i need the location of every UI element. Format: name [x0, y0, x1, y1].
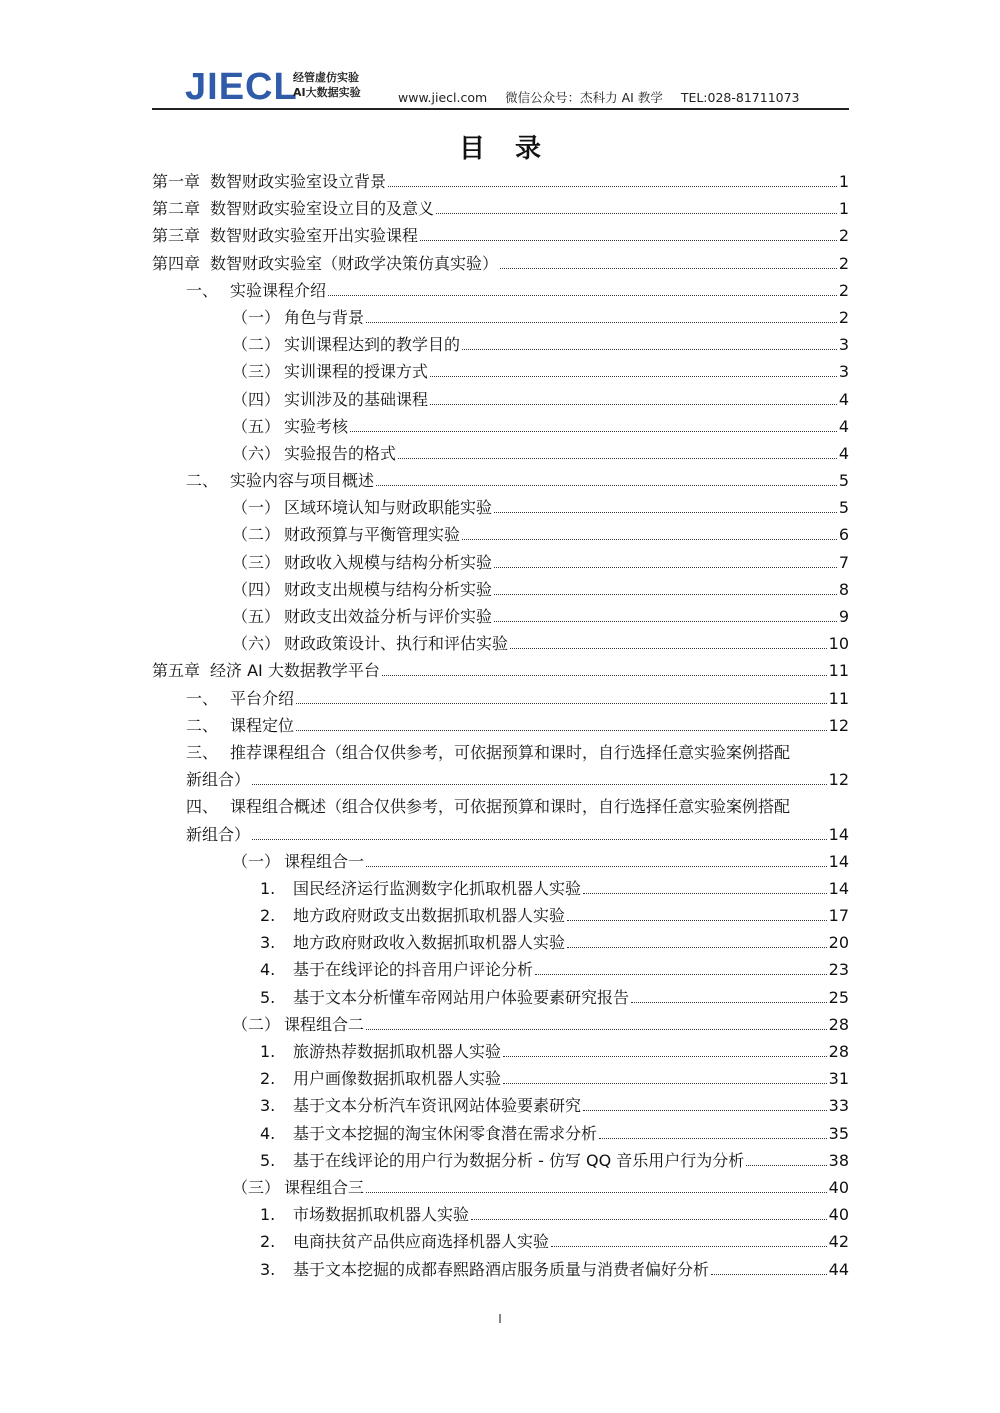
toc-entry-label: 国民经济运行监测数字化抓取机器人实验: [293, 878, 582, 898]
toc-page-number: 12: [828, 715, 849, 735]
toc-entry-label: 实验内容与项目概述: [230, 471, 375, 491]
toc-entry[interactable]: [152, 467, 849, 494]
toc-entry[interactable]: [152, 1065, 849, 1092]
logo-subtitle-line1: 经管虚仿实验: [293, 71, 359, 84]
toc-entry-number: （五）: [232, 416, 281, 436]
toc-leader-dots: [494, 511, 837, 513]
toc-page-number: 9: [838, 607, 849, 626]
toc-entry-label: 推荐课程组合（组合仅供参考，可依据预算和课时，自行选择任意实验案例搭配: [230, 742, 791, 762]
toc-entry[interactable]: [152, 902, 849, 929]
logo-subtitle-line2: AI大数据实验: [293, 86, 361, 99]
toc-entry[interactable]: [152, 576, 849, 603]
toc-page-number: 3: [838, 335, 849, 355]
toc-entry-number: 三、: [186, 742, 219, 762]
toc-entry-label: 课程组合二: [284, 1014, 365, 1034]
wechat-text: 微信公众号：杰科力 AI 教学: [505, 90, 663, 105]
toc-entry-label: 课程组合概述（组合仅供参考，可依据预算和课时，自行选择任意实验案例搭配: [230, 797, 791, 817]
toc-leader-dots: [436, 212, 837, 214]
toc-leader-dots: [503, 1055, 827, 1057]
toc-entry[interactable]: [152, 1201, 849, 1228]
toc-leader-dots: [503, 1082, 827, 1084]
toc-entry[interactable]: [152, 195, 849, 222]
toc-leader-dots: [462, 538, 837, 540]
toc-entry-number: 5.: [260, 1150, 276, 1170]
toc-leader-dots: [366, 321, 837, 323]
toc-leader-dots: [535, 973, 827, 975]
toc-page-number: 2: [838, 253, 849, 273]
toc-entry-label: 财政政策设计、执行和评估实验: [284, 634, 509, 654]
toc-leader-dots: [376, 484, 837, 486]
toc-entry[interactable]: [152, 521, 849, 548]
toc-entry-label: 数智财政实验室（财政学决策仿真实验）: [210, 253, 499, 273]
toc-leader-dots: [366, 865, 827, 867]
toc-entry-number: 二、: [186, 471, 219, 491]
toc-entry-number: 1.: [260, 1042, 276, 1061]
toc-leader-dots: [494, 566, 837, 568]
toc-page-number: 35: [828, 1123, 849, 1143]
toc-leader-dots: [430, 375, 837, 377]
toc-page-number: 25: [828, 987, 849, 1007]
toc-entry-label: 地方政府财政收入数据抓取机器人实验: [293, 933, 566, 953]
toc-entry-number: （一）: [232, 498, 281, 518]
toc-page-number: 31: [828, 1069, 849, 1089]
toc-entry[interactable]: [152, 685, 849, 712]
toc-page-number: 6: [838, 525, 849, 545]
toc-page-number: 28: [828, 1014, 849, 1034]
toc-entry-label: 实训涉及的基础课程: [284, 389, 429, 409]
toc-entry-label: 新组合）: [186, 770, 251, 790]
toc-page-number: 11: [828, 688, 849, 708]
toc-entry-number: 第四章: [152, 253, 201, 273]
toc-entry-number: 第五章: [152, 661, 201, 681]
toc-entry-label: 旅游热荐数据抓取机器人实验: [293, 1042, 502, 1061]
toc-page-number: 5: [838, 471, 849, 491]
toc-leader-dots: [350, 430, 837, 432]
toc-entry-label: 财政支出规模与结构分析实验: [284, 579, 493, 599]
toc-entry[interactable]: [152, 250, 849, 277]
toc-entry-number: （二）: [232, 335, 281, 355]
toc-entry[interactable]: [152, 1147, 849, 1174]
toc-entry-label: 新组合）: [186, 824, 251, 844]
toc-entry-number: 2.: [260, 1069, 276, 1089]
toc-entry[interactable]: [152, 956, 849, 983]
toc-entry[interactable]: [152, 657, 849, 684]
toc-entry[interactable]: [152, 739, 849, 766]
toc-entry[interactable]: [152, 712, 849, 739]
toc-entry[interactable]: [152, 222, 849, 249]
toc-page-number: 23: [828, 960, 849, 980]
toc-entry-number: （一）: [232, 307, 281, 327]
toc-entry-label: 财政支出效益分析与评价实验: [284, 607, 493, 626]
toc-entry[interactable]: [152, 1120, 849, 1147]
toc-leader-dots: [420, 239, 837, 241]
toc-entry-label: 数智财政实验室设立背景: [210, 172, 387, 191]
toc-entry-number: （一）: [232, 851, 281, 871]
toc-leader-dots: [366, 1028, 827, 1030]
toc-entry-number: 5.: [260, 987, 276, 1007]
toc-entry-label: 基于文本分析懂车帝网站用户体验要素研究报告: [293, 987, 630, 1007]
toc-page-number: 40: [828, 1205, 849, 1225]
toc-entry-label: 基于在线评论的抖音用户评论分析: [293, 960, 534, 980]
toc-entry[interactable]: [152, 413, 849, 440]
toc-leader-dots: [366, 1191, 827, 1193]
toc-entry[interactable]: [152, 984, 849, 1011]
toc-entry[interactable]: [152, 1228, 849, 1255]
toc-entry-label: 基于文本分析汽车资讯网站体验要素研究: [293, 1096, 582, 1116]
toc-page-number: 33: [828, 1096, 849, 1116]
toc-page-number: 38: [828, 1150, 849, 1170]
toc-entry-number: 2.: [260, 1232, 276, 1252]
toc-page-number: 28: [828, 1042, 849, 1061]
toc-entry-label: 课程定位: [230, 715, 295, 735]
toc-leader-dots: [510, 647, 827, 649]
toc-entry-number: 2.: [260, 906, 276, 926]
toc-entry[interactable]: [152, 277, 849, 304]
contact-info: [398, 88, 800, 106]
page-header: [152, 64, 849, 110]
toc-entry-number: 4.: [260, 1123, 276, 1143]
toc-entry-label: 数智财政实验室开出实验课程: [210, 226, 419, 246]
toc-entry[interactable]: [152, 1038, 849, 1065]
toc-entry-number: （三）: [232, 1177, 281, 1197]
toc-leader-dots: [567, 946, 827, 948]
toc-page-number: 1: [838, 199, 849, 219]
toc-page-number: 4: [838, 443, 849, 463]
toc-page-number: 20: [828, 933, 849, 953]
toc-entry-number: （二）: [232, 1014, 281, 1034]
toc-leader-dots: [500, 267, 837, 269]
toc-entry-label: 基于文本挖掘的淘宝休闲零食潜在需求分析: [293, 1123, 598, 1143]
toc-entry[interactable]: [152, 929, 849, 956]
toc-entry-number: 1.: [260, 1205, 276, 1225]
page-number: I: [498, 1312, 502, 1326]
toc-entry[interactable]: [152, 386, 849, 413]
toc-entry-label: 经济 AI 大数据教学平台: [210, 661, 380, 681]
toc-entry-number: 一、: [186, 280, 219, 300]
toc-entry-number: 第三章: [152, 226, 201, 246]
toc-page-number: 3: [838, 362, 849, 382]
toc-entry-number: （二）: [232, 525, 281, 545]
toc-entry-label: 市场数据抓取机器人实验: [293, 1205, 470, 1225]
toc-leader-dots: [583, 1109, 827, 1111]
toc-entry-number: 第一章: [152, 172, 201, 191]
toc-leader-dots: [388, 185, 837, 187]
toc-page-number: 11: [828, 661, 849, 681]
toc-leader-dots: [398, 457, 837, 459]
toc-page-number: 8: [838, 579, 849, 599]
toc-entry-label: 财政收入规模与结构分析实验: [284, 552, 493, 572]
toc-entry-number: （四）: [232, 579, 281, 599]
toc-entry[interactable]: [152, 875, 849, 902]
toc-entry-number: （四）: [232, 389, 281, 409]
toc-entry[interactable]: [152, 549, 849, 576]
toc-entry-label: 财政预算与平衡管理实验: [284, 525, 461, 545]
toc-page-number: 4: [838, 416, 849, 436]
toc-leader-dots: [567, 919, 827, 921]
toc-leader-dots: [328, 294, 837, 296]
toc-leader-dots: [252, 783, 827, 785]
table-of-contents: [152, 168, 849, 1283]
toc-leader-dots: [430, 403, 837, 405]
toc-entry-label: 实训课程达到的教学目的: [284, 335, 461, 355]
toc-leader-dots: [551, 1245, 827, 1247]
toc-page-number: 7: [838, 552, 849, 572]
toc-page-number: 12: [828, 770, 849, 790]
toc-entry-number: 3.: [260, 1096, 276, 1116]
toc-entry-label: 电商扶贫产品供应商选择机器人实验: [293, 1232, 550, 1252]
toc-entry[interactable]: [152, 793, 849, 820]
toc-entry[interactable]: [152, 331, 849, 358]
toc-entry-label: 基于在线评论的用户行为数据分析 - 仿写 QQ 音乐用户行为分析: [293, 1150, 745, 1170]
toc-entry-label: 数智财政实验室设立目的及意义: [210, 199, 435, 219]
toc-entry-label: 基于文本挖掘的成都春熙路酒店服务质量与消费者偏好分析: [293, 1259, 710, 1279]
toc-entry-number: 一、: [186, 688, 219, 708]
toc-entry-number: （六）: [232, 443, 281, 463]
toc-page-number: 2: [838, 280, 849, 300]
toc-entry[interactable]: [152, 1174, 849, 1201]
toc-entry-number: 4.: [260, 960, 276, 980]
page-title: 目录: [458, 134, 571, 164]
toc-leader-dots: [711, 1273, 827, 1275]
toc-entry[interactable]: [152, 630, 849, 657]
toc-entry[interactable]: [152, 603, 849, 630]
toc-entry-label: 实验考核: [284, 416, 349, 436]
toc-page-number: 5: [838, 498, 849, 518]
toc-entry-continuation[interactable]: [152, 766, 849, 793]
toc-entry-number: （五）: [232, 607, 281, 626]
toc-leader-dots: [382, 674, 827, 676]
toc-entry-number: 3.: [260, 933, 276, 953]
toc-page-number: 44: [828, 1259, 849, 1279]
toc-entry-label: 课程组合三: [284, 1177, 365, 1197]
toc-page-number: 17: [828, 906, 849, 926]
toc-leader-dots: [599, 1137, 827, 1139]
toc-leader-dots: [471, 1218, 827, 1220]
toc-page-number: 40: [828, 1177, 849, 1197]
toc-entry-number: 1.: [260, 878, 276, 898]
toc-leader-dots: [746, 1164, 826, 1166]
toc-entry-number: （三）: [232, 552, 281, 572]
toc-entry[interactable]: [152, 440, 849, 467]
toc-entry-number: 四、: [186, 797, 219, 817]
toc-entry-number: 二、: [186, 715, 219, 735]
toc-leader-dots: [583, 892, 827, 894]
website-text: www.jiecl.com: [398, 90, 488, 105]
toc-entry-label: 区域环境认知与财政职能实验: [284, 498, 493, 518]
toc-entry-label: 用户画像数据抓取机器人实验: [293, 1069, 502, 1089]
toc-entry-number: （三）: [232, 362, 281, 382]
toc-page-number: 2: [838, 226, 849, 246]
toc-entry-number: 3.: [260, 1259, 276, 1279]
toc-entry[interactable]: [152, 1011, 849, 1038]
toc-page-number: 14: [828, 824, 849, 844]
toc-page-number: 14: [828, 878, 849, 898]
toc-entry-label: 地方政府财政支出数据抓取机器人实验: [293, 906, 566, 926]
toc-entry[interactable]: [152, 168, 849, 195]
toc-entry-label: 实验课程介绍: [230, 280, 327, 300]
toc-leader-dots: [252, 838, 827, 840]
toc-entry[interactable]: [152, 1092, 849, 1119]
toc-page-number: 10: [828, 634, 849, 654]
toc-page-number: 42: [828, 1232, 849, 1252]
toc-entry[interactable]: [152, 494, 849, 521]
toc-leader-dots: [494, 593, 837, 595]
toc-leader-dots: [462, 348, 837, 350]
toc-entry-label: 实训课程的授课方式: [284, 362, 429, 382]
toc-entry-continuation[interactable]: [152, 821, 849, 848]
toc-leader-dots: [296, 729, 827, 731]
toc-leader-dots: [494, 620, 837, 622]
toc-leader-dots: [296, 702, 827, 704]
toc-entry[interactable]: [152, 848, 849, 875]
toc-entry-number: （六）: [232, 634, 281, 654]
toc-entry-number: 第二章: [152, 199, 201, 219]
toc-page-number: 2: [838, 307, 849, 327]
toc-page-number: 1: [838, 172, 849, 191]
toc-entry-label: 课程组合一: [284, 851, 365, 871]
toc-entry[interactable]: [152, 1256, 849, 1283]
toc-page-number: 14: [828, 851, 849, 871]
tel-text: TEL:028-81711073: [680, 90, 800, 105]
toc-leader-dots: [631, 1001, 827, 1003]
toc-entry-label: 实验报告的格式: [284, 443, 397, 463]
logo-subtitle: [293, 70, 361, 100]
toc-entry[interactable]: [152, 304, 849, 331]
toc-entry-label: 角色与背景: [284, 307, 365, 327]
toc-entry[interactable]: [152, 358, 849, 385]
toc-entry-label: 平台介绍: [230, 688, 295, 708]
jiecl-logo: JIECL: [185, 66, 298, 108]
toc-page-number: 4: [838, 389, 849, 409]
